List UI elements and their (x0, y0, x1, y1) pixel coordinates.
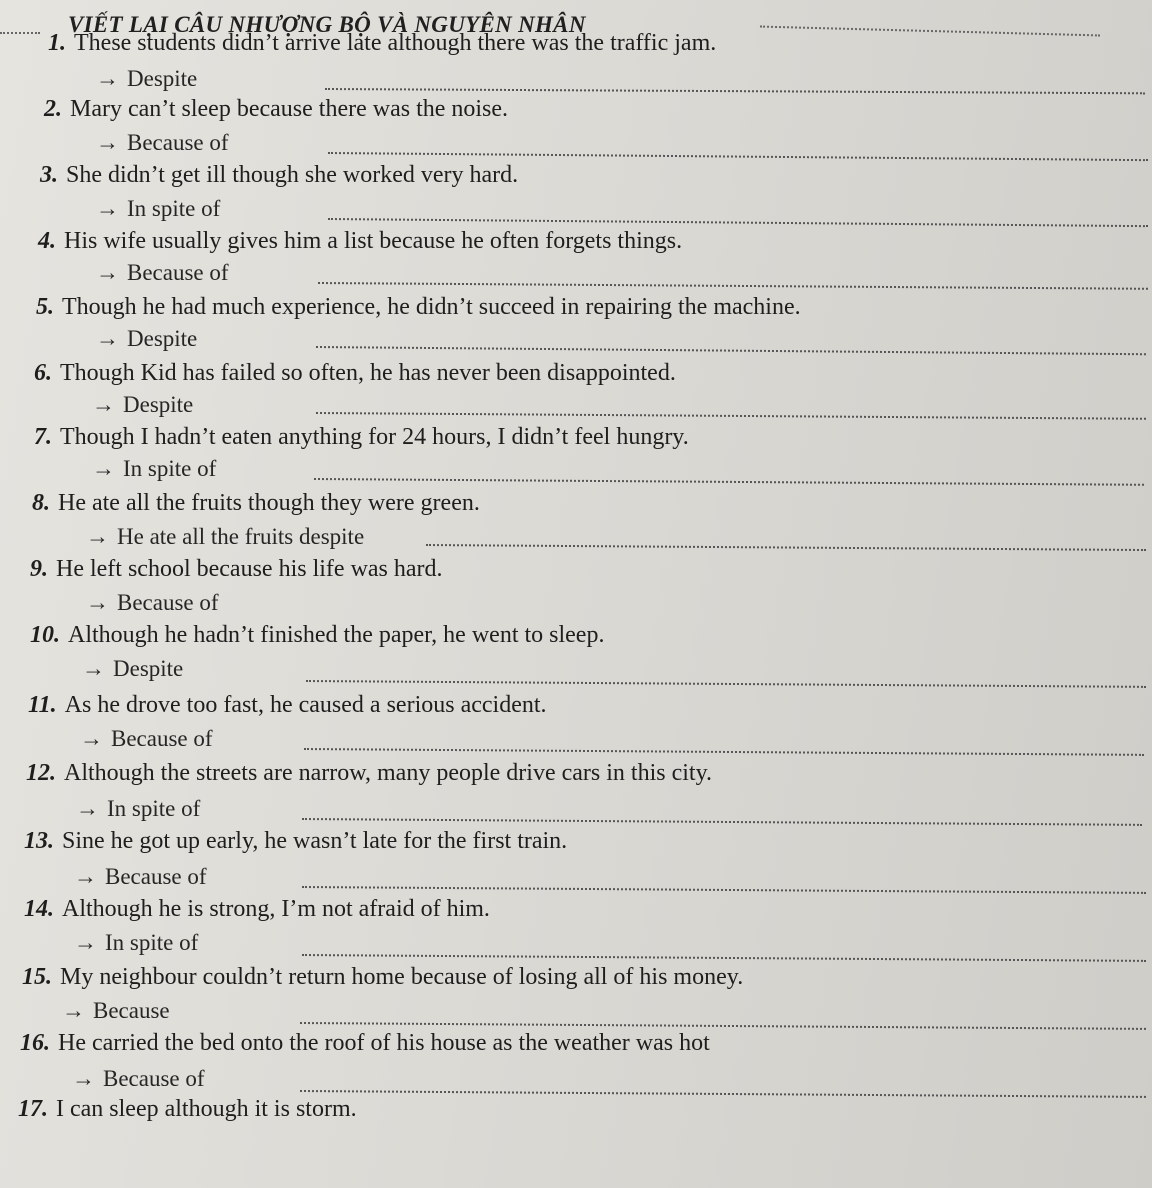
arrow-right-icon: → (96, 260, 119, 285)
question-text: She didn’t get ill though she worked very hard. (66, 162, 519, 188)
prompt-text: He ate all the fruits despite (117, 524, 365, 549)
question-text: His wife usually gives him a list because he often forgets things. (64, 228, 683, 254)
rewrite-prompt (72, 1066, 205, 1092)
prompt-text: In spite of (127, 196, 221, 221)
prompt-text: Despite (127, 66, 198, 91)
question-sentence (38, 228, 682, 255)
prompt-text: Because of (105, 864, 207, 889)
question-number: 16. (20, 1030, 50, 1056)
question-sentence (20, 1030, 710, 1057)
question-text: I can sleep although it is storm. (56, 1096, 357, 1122)
arrow-right-icon: → (96, 326, 119, 351)
question-sentence (44, 96, 508, 123)
answer-line[interactable] (306, 680, 1146, 688)
question-sentence (30, 622, 604, 649)
arrow-right-icon: → (96, 66, 119, 91)
rewrite-prompt (96, 66, 197, 92)
rewrite-prompt (86, 590, 219, 616)
answer-line[interactable] (302, 954, 1146, 962)
arrow-right-icon: → (86, 590, 109, 615)
prompt-text: Because of (103, 1066, 205, 1091)
question-sentence (24, 828, 567, 855)
arrow-right-icon: → (72, 1066, 95, 1091)
prompt-text: In spite of (107, 796, 201, 821)
question-sentence (32, 490, 480, 517)
question-sentence (22, 964, 743, 991)
question-number: 6. (34, 360, 52, 386)
question-text: He carried the bed onto the roof of his house as the weather was hot (58, 1030, 710, 1056)
arrow-right-icon: → (96, 130, 119, 155)
answer-line[interactable] (328, 152, 1148, 161)
margin-rule (0, 32, 40, 34)
question-text: These students didn’t arrive late although there was the traffic jam. (74, 30, 717, 56)
answer-line[interactable] (302, 818, 1142, 826)
arrow-right-icon: → (62, 998, 85, 1023)
question-sentence (18, 1096, 357, 1123)
prompt-text: Because (93, 998, 170, 1023)
question-number: 4. (38, 228, 56, 254)
question-number: 1. (48, 30, 66, 56)
rewrite-prompt (96, 326, 197, 352)
question-text: Although he is strong, I’m not afraid of him. (62, 896, 490, 922)
question-sentence (26, 760, 712, 787)
question-text: Although he hadn’t finished the paper, he went to sleep. (68, 622, 605, 648)
prompt-text: Despite (113, 656, 184, 681)
rewrite-prompt (62, 998, 170, 1024)
arrow-right-icon: → (74, 930, 97, 955)
answer-line[interactable] (304, 748, 1144, 756)
question-number: 15. (22, 964, 52, 990)
rewrite-prompt (96, 260, 229, 286)
question-number: 13. (24, 828, 54, 854)
answer-line[interactable] (426, 544, 1146, 551)
arrow-right-icon: → (76, 796, 99, 821)
answer-line[interactable] (316, 346, 1146, 355)
answer-line[interactable] (314, 478, 1144, 486)
rewrite-prompt (96, 196, 220, 222)
prompt-text: Despite (127, 326, 198, 351)
answer-line[interactable] (302, 886, 1146, 894)
question-number: 11. (28, 692, 57, 718)
rewrite-prompt (86, 524, 364, 550)
rewrite-prompt (76, 796, 200, 822)
arrow-right-icon: → (80, 726, 103, 751)
prompt-text: Because of (127, 260, 229, 285)
question-number: 7. (34, 424, 52, 450)
question-number: 10. (30, 622, 60, 648)
question-number: 2. (44, 96, 62, 122)
answer-line[interactable] (300, 1022, 1146, 1030)
arrow-right-icon: → (86, 524, 109, 549)
question-sentence (34, 360, 676, 387)
rewrite-prompt (82, 656, 183, 682)
prompt-text: Despite (123, 392, 194, 417)
prompt-text: In spite of (105, 930, 199, 955)
prompt-text: Because of (111, 726, 213, 751)
question-number: 8. (32, 490, 50, 516)
rewrite-prompt (92, 392, 193, 418)
answer-line[interactable] (300, 1090, 1146, 1098)
arrow-right-icon: → (92, 392, 115, 417)
answer-line[interactable] (318, 282, 1148, 290)
question-text: Mary can’t sleep because there was the noise. (70, 96, 509, 122)
question-text: Although the streets are narrow, many people drive cars in this city. (64, 760, 713, 786)
question-sentence (36, 294, 801, 321)
question-sentence (34, 424, 689, 451)
question-number: 14. (24, 896, 54, 922)
question-text: He ate all the fruits though they were green. (58, 490, 480, 516)
answer-line[interactable] (328, 218, 1148, 227)
arrow-right-icon: → (92, 456, 115, 481)
question-number: 9. (30, 556, 48, 582)
question-number: 17. (18, 1096, 48, 1122)
rewrite-prompt (92, 456, 216, 482)
arrow-right-icon: → (74, 864, 97, 889)
worksheet-title: VIẾT LẠI CÂU NHƯỢNG BỘ VÀ NGUYÊN NHÂN (68, 12, 586, 37)
question-text: As he drove too fast, he caused a serious accident. (64, 692, 547, 718)
prompt-text: Because of (127, 130, 229, 155)
question-sentence (24, 896, 490, 923)
prompt-text: In spite of (123, 456, 217, 481)
rewrite-prompt (74, 864, 207, 890)
answer-line[interactable] (316, 412, 1146, 420)
question-text: Though he had much experience, he didn’t succeed in repairing the machine. (62, 294, 801, 320)
prompt-text: Because of (117, 590, 219, 615)
question-sentence (28, 692, 547, 719)
rewrite-prompt (74, 930, 198, 956)
question-text: Though I hadn’t eaten anything for 24 hours, I didn’t feel hungry. (60, 424, 689, 450)
arrow-right-icon: → (82, 656, 105, 681)
header-rule (760, 26, 1100, 37)
question-text: Though Kid has failed so often, he has never been disappointed. (60, 360, 676, 386)
question-number: 3. (40, 162, 58, 188)
question-text: He left school because his life was hard. (56, 556, 443, 582)
question-sentence (40, 162, 518, 189)
answer-line[interactable] (325, 88, 1145, 94)
rewrite-prompt (96, 130, 229, 156)
rewrite-prompt (80, 726, 213, 752)
question-sentence (48, 30, 716, 57)
question-number: 12. (26, 760, 56, 786)
question-text: Sine he got up early, he wasn’t late for the first train. (62, 828, 568, 854)
question-text: My neighbour couldn’t return home because of losing all of his money. (60, 964, 744, 990)
question-sentence (30, 556, 443, 583)
arrow-right-icon: → (96, 196, 119, 221)
question-number: 5. (36, 294, 54, 320)
